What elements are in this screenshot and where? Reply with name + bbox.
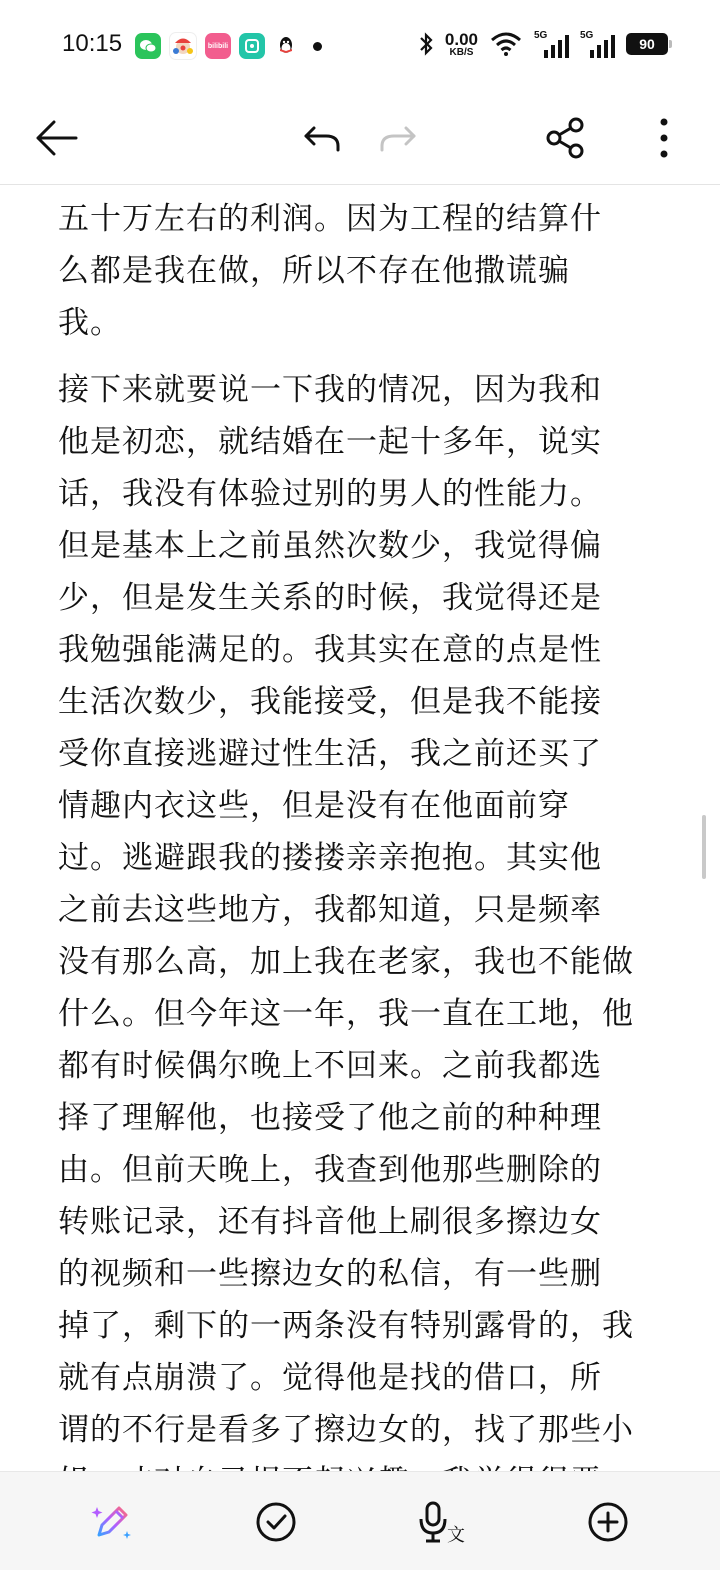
status-bar [0, 0, 720, 92]
note-paragraph-1 [58, 193, 678, 349]
battery-icon: 90 [626, 33, 668, 55]
add-icon [586, 1500, 630, 1544]
cellular-signal-1: 5G [534, 30, 568, 58]
ai-pen-icon [89, 1499, 135, 1545]
notification-app-icons [135, 32, 322, 60]
text-line: 就有点崩溃了。觉得他是找的借口，所 [58, 1360, 602, 1396]
text-line: 什么。但今年这一年，我一直在工地，他 [58, 996, 634, 1032]
clock: 10:15 [62, 30, 123, 57]
checklist-icon [254, 1500, 298, 1544]
checklist-button[interactable] [248, 1494, 304, 1550]
back-arrow-icon [32, 118, 80, 158]
text-line: 受你直接逃避过性生活，我之前还买了 [58, 736, 602, 772]
text-line: 转账记录，还有抖音他上刷很多擦边女 [58, 1204, 602, 1240]
text-line: 他是初恋，就结婚在一起十多年，说实 [58, 424, 602, 460]
back-button[interactable] [28, 110, 84, 166]
text-line: 择了理解他，也接受了他之前的种种理 [58, 1100, 602, 1136]
wifi-icon [490, 32, 522, 56]
undo-button[interactable] [294, 110, 350, 166]
note-paragraph-2 [58, 364, 678, 1508]
text-line: 掉了，剩下的一两条没有特别露骨的，我 [58, 1308, 634, 1344]
note-content[interactable] [0, 185, 720, 1471]
text-line: 我勉强能满足的。我其实在意的点是性 [58, 632, 602, 668]
system-icons [419, 30, 668, 58]
text-line: 过。逃避跟我的搂搂亲亲抱抱。其实他 [58, 840, 602, 876]
text-line: 都有时候偶尔晚上不回来。之前我都选 [58, 1048, 602, 1084]
cellular-signal-2: 5G [580, 30, 614, 58]
note-toolbar [0, 92, 720, 185]
ai-writing-button[interactable] [84, 1494, 140, 1550]
clown-app-icon [169, 32, 197, 60]
voice-to-text-icon [417, 1499, 467, 1545]
more-vertical-icon [658, 116, 670, 160]
text-line: 谓的不行是看多了擦边女的，找了那些小 [58, 1412, 634, 1448]
redo-icon [376, 120, 420, 156]
undo-icon [300, 120, 344, 156]
voice-to-text-button[interactable] [414, 1494, 470, 1550]
text-line: 的视频和一些擦边女的私信，有一些删 [58, 1256, 602, 1292]
add-button[interactable] [580, 1494, 636, 1550]
text-line: 之前去这些地方，我都知道，只是频率 [58, 892, 602, 928]
share-icon [544, 116, 588, 160]
network-speed: 0.00 KB/S [444, 29, 478, 58]
more-button[interactable] [636, 110, 692, 166]
share-button[interactable] [538, 110, 594, 166]
text-line: 由。但前天晚上，我查到他那些删除的 [58, 1152, 602, 1188]
bluetooth-icon [419, 32, 433, 56]
bottom-toolbar [0, 1471, 720, 1570]
text-line: 情趣内衣这些，但是没有在他面前穿 [58, 788, 570, 824]
bilibili-icon: bilibili [205, 33, 231, 59]
scrollbar-thumb[interactable] [702, 815, 706, 879]
text-line: 我。 [58, 305, 122, 341]
redo-button[interactable] [370, 110, 426, 166]
wechat-icon [135, 33, 161, 59]
text-line: 没有那么高，加上我在老家，我也不能做 [58, 944, 634, 980]
text-line: 五十万左右的利润。因为工程的结算什 [58, 201, 602, 237]
text-line: 么都是我在做，所以不存在他撒谎骗 [58, 253, 570, 289]
text-line: 少，但是发生关系的时候，我觉得还是 [58, 580, 602, 616]
qq-icon [273, 33, 299, 59]
text-line: 但是基本上之前虽然次数少，我觉得偏 [58, 528, 602, 564]
mijia-icon [239, 33, 265, 59]
more-notifications-dot [313, 42, 322, 51]
text-line: 生活次数少，我能接受，但是我不能接 [58, 684, 602, 720]
svg-text:文: 文 [447, 1525, 465, 1546]
text-line: 话，我没有体验过别的男人的性能力。 [58, 476, 602, 512]
text-line: 接下来就要说一下我的情况，因为我和 [58, 372, 602, 408]
